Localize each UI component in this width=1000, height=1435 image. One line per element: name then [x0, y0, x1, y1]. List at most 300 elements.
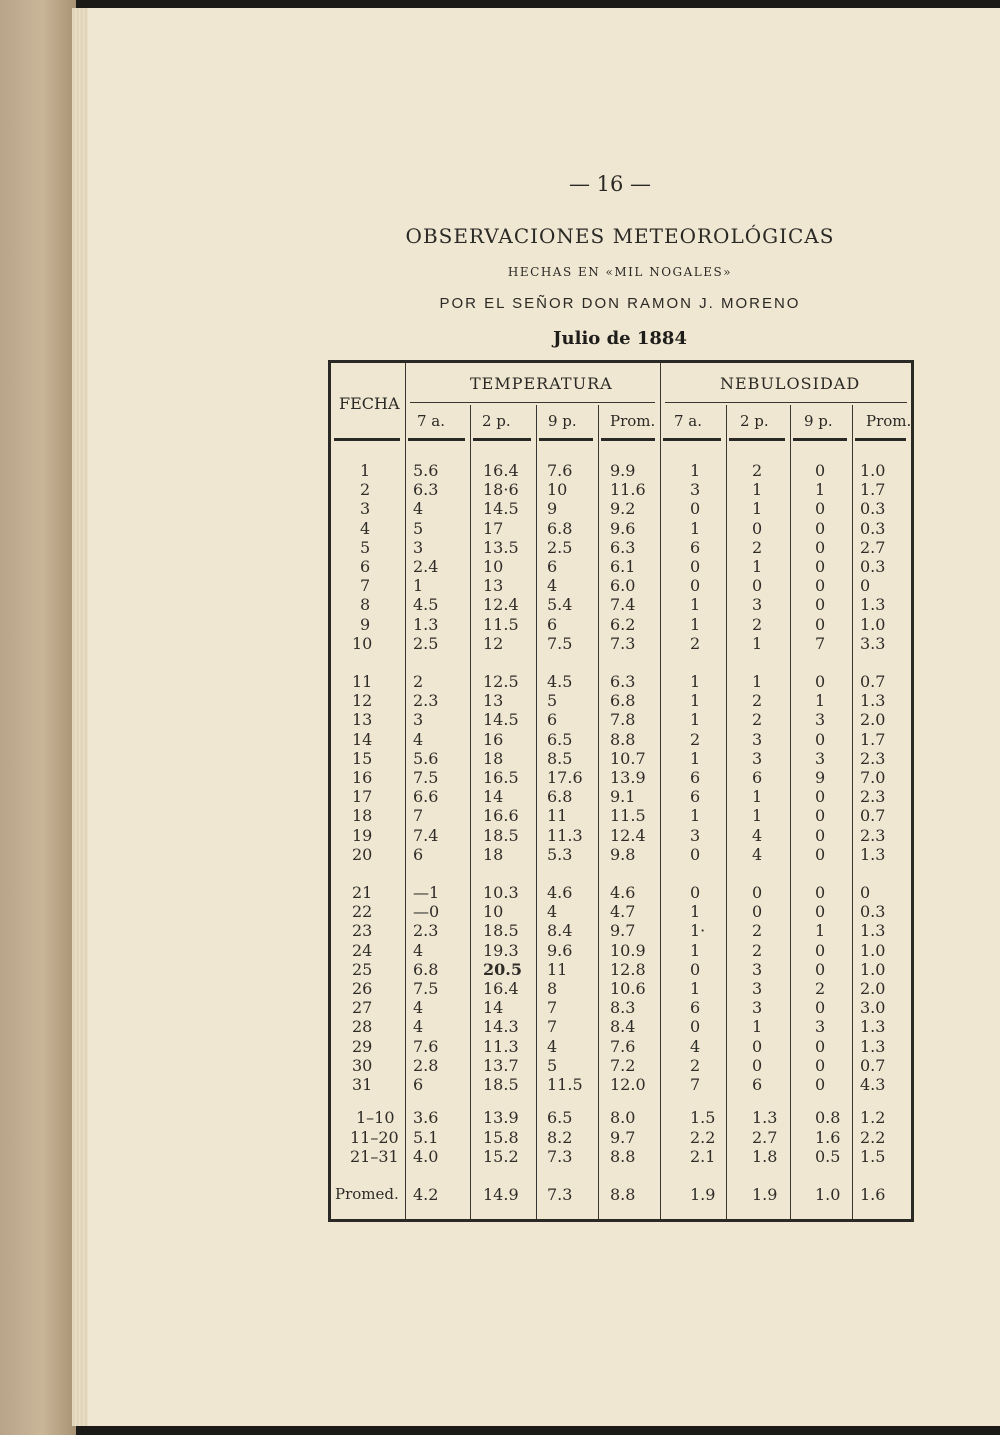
- table-row-cell: 1·: [690, 921, 706, 941]
- table-row-cell: 0.3: [860, 499, 886, 519]
- table-row-cell: 3: [413, 537, 424, 557]
- table-row-cell: 11.5: [610, 806, 646, 826]
- table-row-cell: 10: [483, 902, 504, 922]
- table-row-cell: 6.2: [610, 614, 636, 634]
- table-row-cell: 1.3: [860, 1036, 886, 1056]
- table-row-cell: 0: [690, 499, 701, 519]
- table-row-cell: 12.4: [483, 595, 519, 615]
- table-row-cell: 1: [815, 691, 826, 711]
- table-row-cell: 0: [815, 614, 826, 634]
- header-rule: [601, 438, 655, 441]
- table-row-cell: 0: [815, 1075, 826, 1094]
- table-row-cell: 17: [352, 787, 373, 807]
- table-row-cell: 3: [413, 710, 424, 730]
- table-row-cell: 6: [360, 557, 371, 576]
- summary-row-cell: 0.8: [815, 1108, 841, 1127]
- table-row-cell: 8: [360, 595, 371, 615]
- table-row-cell: 10.3: [483, 883, 519, 902]
- table-row-cell: 11: [352, 672, 373, 691]
- table-row-cell: 4: [690, 1036, 701, 1056]
- table-row-cell: 5: [360, 537, 371, 557]
- table-row-cell: 16: [483, 729, 504, 749]
- table-row-cell: 4: [413, 499, 424, 519]
- table-row-cell: 0: [752, 1036, 763, 1056]
- table-row-cell: 7.6: [413, 1036, 439, 1056]
- table-row-cell: 7.2: [610, 1055, 636, 1075]
- table-row-cell: 10.9: [610, 940, 646, 960]
- table-row-cell: 3: [690, 480, 701, 500]
- table-row-cell: 30: [352, 1055, 373, 1075]
- table-row-cell: 14.5: [483, 499, 519, 519]
- table-row-cell: 1: [752, 557, 763, 576]
- table-row-cell: 15: [352, 748, 373, 768]
- header-rule: [408, 438, 465, 441]
- table-row-cell: 7.0: [860, 768, 886, 787]
- table-row-cell: 2.3: [860, 787, 886, 807]
- table-row-cell: 0: [815, 940, 826, 960]
- table-row-cell: 11: [547, 806, 568, 826]
- table-row-cell: 0.3: [860, 557, 886, 576]
- table-row-cell: 2.3: [413, 691, 439, 711]
- table-row-cell: 4: [360, 518, 371, 538]
- summary-row-cell: 8.2: [547, 1128, 573, 1147]
- summary-row-cell: 4.0: [413, 1147, 439, 1166]
- table-row-cell: 8: [547, 979, 558, 998]
- table-row-cell: 7: [360, 576, 371, 596]
- table-row-cell: 9.2: [610, 499, 636, 519]
- table-row-cell: 2: [752, 921, 763, 941]
- table-row-cell: 1: [752, 499, 763, 519]
- table-row-cell: 6.8: [547, 518, 573, 538]
- table-row-cell: 19.3: [483, 940, 519, 960]
- fecha-header: FECHA: [339, 394, 400, 413]
- table-row-cell: 0: [690, 557, 701, 576]
- table-row-cell: 2.0: [860, 710, 886, 730]
- temperatura-header: TEMPERATURA: [470, 374, 613, 393]
- temp-col-header: 9 p.: [548, 412, 577, 430]
- table-row-cell: 12.0: [610, 1075, 646, 1094]
- summary-row-cell: 2.2: [690, 1128, 716, 1147]
- table-row-cell: 6: [413, 844, 424, 864]
- summary-row-cell: 13.9: [483, 1108, 519, 1127]
- table-row-cell: 4: [752, 844, 763, 864]
- table-row-cell: 2: [752, 614, 763, 634]
- table-row-cell: 6: [690, 787, 701, 807]
- table-row-cell: 5.3: [547, 844, 573, 864]
- table-row-cell: 2.3: [860, 748, 886, 768]
- nebulosidad-header: NEBULOSIDAD: [720, 374, 861, 393]
- table-row-cell: 1.3: [860, 1017, 886, 1037]
- column-rule: [598, 405, 599, 1219]
- table-row-cell: 18.5: [483, 1075, 519, 1094]
- header-rule: [334, 438, 400, 441]
- table-row-cell: 14: [483, 787, 504, 807]
- table-row-cell: 16.6: [483, 806, 519, 826]
- table-row-cell: 3.3: [860, 633, 886, 653]
- table-row-cell: 0.3: [860, 902, 886, 922]
- promedio-row-cell: 1.6: [860, 1185, 886, 1204]
- summary-row-cell: 6.5: [547, 1108, 573, 1127]
- table-row-cell: 0.7: [860, 806, 886, 826]
- table-row-cell: 0: [815, 1036, 826, 1056]
- table-row-cell: 6: [547, 710, 558, 730]
- table-row-cell: 31: [352, 1075, 373, 1094]
- table-row-cell: 0: [815, 825, 826, 845]
- table-row-cell: 8.3: [610, 998, 636, 1018]
- table-row-cell: 1.3: [413, 614, 439, 634]
- table-row-cell: 17: [483, 518, 504, 538]
- table-row-cell: 1.3: [860, 844, 886, 864]
- table-row-cell: 1: [752, 787, 763, 807]
- table-row-cell: 6: [413, 1075, 424, 1094]
- table-row-cell: 11.6: [610, 480, 646, 500]
- table-row-cell: 16.4: [483, 461, 519, 480]
- table-row-cell: 4.5: [413, 595, 439, 615]
- promedio-row-cell: Promed.: [335, 1185, 399, 1203]
- table-row-cell: 0: [860, 576, 871, 596]
- summary-row-cell: 11–20: [350, 1128, 399, 1147]
- table-row-cell: 1: [815, 480, 826, 500]
- column-rule: [852, 405, 853, 1219]
- table-row-cell: 0: [815, 902, 826, 922]
- column-rule: [660, 363, 661, 1219]
- table-row-cell: 4: [413, 998, 424, 1018]
- table-row-cell: 3: [752, 595, 763, 615]
- table-row-cell: 13: [483, 576, 504, 596]
- table-row-cell: 1: [690, 748, 701, 768]
- table-row-cell: 7.5: [413, 979, 439, 998]
- table-row-cell: —0: [413, 902, 440, 922]
- table-row-cell: 3: [360, 499, 371, 519]
- table-row-cell: 6: [752, 768, 763, 787]
- table-row-cell: 1.0: [860, 940, 886, 960]
- table-row-cell: 3: [690, 825, 701, 845]
- table-row-cell: 4.6: [547, 883, 573, 902]
- table-row-cell: 11.5: [547, 1075, 583, 1094]
- table-row-cell: 3: [752, 998, 763, 1018]
- table-row-cell: 4: [752, 825, 763, 845]
- table-row-cell: 9.8: [610, 844, 636, 864]
- subtitle-place: HECHAS EN «MIL NOGALES»: [507, 265, 733, 279]
- table-row-cell: 9: [815, 768, 826, 787]
- table-row-cell: 0: [815, 595, 826, 615]
- table-row-cell: 3: [815, 1017, 826, 1037]
- table-row-cell: 0: [752, 1055, 763, 1075]
- table-row-cell: 1.0: [860, 461, 886, 480]
- table-row-cell: 6: [752, 1075, 763, 1094]
- table-row-cell: 4: [413, 729, 424, 749]
- table-row-cell: 17.6: [547, 768, 583, 787]
- promedio-row-cell: 14.9: [483, 1185, 519, 1204]
- table-row-cell: 0: [815, 883, 826, 902]
- table-row-cell: 1: [690, 614, 701, 634]
- summary-row-cell: 0.5: [815, 1147, 841, 1166]
- table-row-cell: 9.1: [610, 787, 636, 807]
- table-row-cell: 11: [547, 959, 568, 979]
- table-row-cell: 7: [690, 1075, 701, 1094]
- table-row-cell: 2: [690, 729, 701, 749]
- table-row-cell: 13.9: [610, 768, 646, 787]
- column-rule: [405, 363, 406, 1219]
- table-row-cell: 20.5: [483, 959, 522, 979]
- table-row-cell: 6.3: [413, 480, 439, 500]
- table-row-cell: 10: [483, 557, 504, 576]
- header-rule: [473, 438, 531, 441]
- table-row-cell: 0.3: [860, 518, 886, 538]
- table-row-cell: 5: [413, 518, 424, 538]
- table-row-cell: 9: [360, 614, 371, 634]
- table-row-cell: 9: [547, 499, 558, 519]
- table-row-cell: 6.3: [610, 672, 636, 691]
- table-row-cell: 1: [690, 691, 701, 711]
- promedio-row-cell: 1.0: [815, 1185, 841, 1204]
- table-row-cell: 7: [547, 998, 558, 1018]
- table-row-cell: 2: [413, 672, 424, 691]
- table-row-cell: —1: [413, 883, 440, 902]
- table-row-cell: 6.6: [413, 787, 439, 807]
- table-row-cell: 1: [690, 979, 701, 998]
- table-row-cell: 0: [690, 576, 701, 596]
- neb-col-header: 7 a.: [674, 412, 703, 430]
- table-row-cell: 6.8: [610, 691, 636, 711]
- promedio-row-cell: 8.8: [610, 1185, 636, 1204]
- table-row-cell: 21: [352, 883, 373, 902]
- table-row-cell: 22: [352, 902, 373, 922]
- column-rule: [726, 405, 727, 1219]
- table-row-cell: 18.5: [483, 825, 519, 845]
- table-row-cell: 16.5: [483, 768, 519, 787]
- table-row-cell: 0: [815, 557, 826, 576]
- table-row-cell: 2.5: [547, 537, 573, 557]
- table-row-cell: 0: [815, 537, 826, 557]
- table-row-cell: 0: [860, 883, 871, 902]
- table-row-cell: 1: [752, 1017, 763, 1037]
- table-row-cell: 14: [483, 998, 504, 1018]
- table-row-cell: 14.5: [483, 710, 519, 730]
- promedio-row-cell: 1.9: [752, 1185, 778, 1204]
- table-row-cell: 18.5: [483, 921, 519, 941]
- promedio-row-cell: 4.2: [413, 1185, 439, 1204]
- table-row-cell: 10.7: [610, 748, 646, 768]
- summary-row-cell: 2.7: [752, 1128, 778, 1147]
- table-row-cell: 0: [752, 518, 763, 538]
- table-row-cell: 6.0: [610, 576, 636, 596]
- table-row-cell: 28: [352, 1017, 373, 1037]
- table-row-cell: 0: [690, 1017, 701, 1037]
- table-row-cell: 3.0: [860, 998, 886, 1018]
- table-row-cell: 1.0: [860, 614, 886, 634]
- table-row-cell: 13: [483, 691, 504, 711]
- neb-col-header: 9 p.: [804, 412, 833, 430]
- table-row-cell: 2.4: [413, 557, 439, 576]
- book-spine-edge: [0, 0, 76, 1435]
- table-row-cell: 4: [413, 940, 424, 960]
- table-row-cell: 2: [690, 1055, 701, 1075]
- table-row-cell: 2: [752, 710, 763, 730]
- table-row-cell: 18: [483, 748, 504, 768]
- table-row-cell: 1: [752, 633, 763, 653]
- page-number: — 16 —: [568, 172, 652, 196]
- table-row-cell: 12.8: [610, 959, 646, 979]
- table-row-cell: 0: [752, 883, 763, 902]
- table-row-cell: 24: [352, 940, 373, 960]
- table-row-cell: 12: [352, 691, 373, 711]
- header-rule: [539, 438, 593, 441]
- table-row-cell: 10: [547, 480, 568, 500]
- table-row-cell: 1: [752, 480, 763, 500]
- header-rule: [793, 438, 847, 441]
- table-row-cell: 2: [752, 691, 763, 711]
- table-row-cell: 7: [547, 1017, 558, 1037]
- table-row-cell: 18: [483, 844, 504, 864]
- table-row-cell: 1: [815, 921, 826, 941]
- table-row-cell: 7.6: [610, 1036, 636, 1056]
- table-row-cell: 0: [752, 576, 763, 596]
- table-row-cell: 14.3: [483, 1017, 519, 1037]
- table-row-cell: 4: [547, 1036, 558, 1056]
- neb-col-header: 2 p.: [740, 412, 769, 430]
- table-row-cell: 1.0: [860, 959, 886, 979]
- subtitle-author: POR EL SEÑOR DON RAMON J. MORENO: [439, 295, 801, 312]
- table-row-cell: 0: [815, 461, 826, 480]
- summary-row-cell: 2.2: [860, 1128, 886, 1147]
- table-row-cell: 0.7: [860, 1055, 886, 1075]
- table-row-cell: 0: [815, 672, 826, 691]
- table-row-cell: 29: [352, 1036, 373, 1056]
- table-row-cell: 16.4: [483, 979, 519, 998]
- table-row-cell: 10.6: [610, 979, 646, 998]
- summary-row-cell: 3.6: [413, 1108, 439, 1127]
- summary-row-cell: 15.2: [483, 1147, 519, 1166]
- table-row-cell: 2.3: [413, 921, 439, 941]
- table-row-cell: 2: [815, 979, 826, 998]
- temp-col-header: Prom.: [610, 412, 656, 430]
- table-row-cell: 9.6: [610, 518, 636, 538]
- table-row-cell: 3: [815, 748, 826, 768]
- table-row-cell: 0: [815, 729, 826, 749]
- table-row-cell: 9.7: [610, 921, 636, 941]
- promedio-row-cell: 1.9: [690, 1185, 716, 1204]
- table-row-cell: 1: [690, 940, 701, 960]
- table-row-cell: 8.4: [610, 1017, 636, 1037]
- table-row-cell: 1: [690, 806, 701, 826]
- table-row-cell: 5.4: [547, 595, 573, 615]
- table-row-cell: 8.8: [610, 729, 636, 749]
- table-row-cell: 11.5: [483, 614, 519, 634]
- table-row-cell: 0: [815, 806, 826, 826]
- table-row-cell: 1: [690, 902, 701, 922]
- table-row-cell: 12.5: [483, 672, 519, 691]
- summary-row-cell: 5.1: [413, 1128, 439, 1147]
- table-row-cell: 7.3: [610, 633, 636, 653]
- table-row-cell: 1: [690, 518, 701, 538]
- table-row-cell: 4.3: [860, 1075, 886, 1094]
- summary-row-cell: 7.3: [547, 1147, 573, 1166]
- table-row-cell: 6: [547, 614, 558, 634]
- table-row-cell: 1.3: [860, 595, 886, 615]
- table-row-cell: 1: [690, 461, 701, 480]
- table-row-cell: 13.5: [483, 537, 519, 557]
- table-row-cell: 13: [352, 710, 373, 730]
- column-rule: [470, 405, 471, 1219]
- table-row-cell: 25: [352, 959, 373, 979]
- table-row-cell: 18·6: [483, 480, 519, 500]
- table-row-cell: 8.4: [547, 921, 573, 941]
- table-row-cell: 7.6: [547, 461, 573, 480]
- table-row-cell: 12.4: [610, 825, 646, 845]
- summary-row-cell: 1.6: [815, 1128, 841, 1147]
- table-row-cell: 4.6: [610, 883, 636, 902]
- header-rule: [663, 438, 721, 441]
- table-row-cell: 0: [815, 499, 826, 519]
- summary-row-cell: 8.8: [610, 1147, 636, 1166]
- table-row-cell: 0: [815, 787, 826, 807]
- table-row-cell: 1: [690, 710, 701, 730]
- table-row-cell: 7.8: [610, 710, 636, 730]
- table-row-cell: 1: [413, 576, 424, 596]
- table-row-cell: 0: [815, 518, 826, 538]
- table-row-cell: 0: [690, 883, 701, 902]
- summary-row-cell: 1.5: [690, 1108, 716, 1127]
- table-row-cell: 5.6: [413, 748, 439, 768]
- table-row-cell: 3: [752, 959, 763, 979]
- table-row-cell: 7.5: [547, 633, 573, 653]
- summary-row-cell: 15.8: [483, 1128, 519, 1147]
- temp-col-header: 2 p.: [482, 412, 511, 430]
- table-row-cell: 7: [413, 806, 424, 826]
- table-row-cell: 6: [690, 768, 701, 787]
- table-row-cell: 3: [752, 729, 763, 749]
- summary-row-cell: 9.7: [610, 1128, 636, 1147]
- table-row-cell: 1.7: [860, 729, 886, 749]
- table-row-cell: 26: [352, 979, 373, 998]
- table-row-cell: 4: [547, 902, 558, 922]
- table-row-cell: 2.0: [860, 979, 886, 998]
- table-row-cell: 3: [815, 710, 826, 730]
- table-row-cell: 2: [752, 537, 763, 557]
- table-row-cell: 6.3: [610, 537, 636, 557]
- table-row-cell: 1: [690, 672, 701, 691]
- summary-row-cell: 1.5: [860, 1147, 886, 1166]
- table-row-cell: 1.3: [860, 921, 886, 941]
- table-row-cell: 11.3: [483, 1036, 519, 1056]
- table-row-cell: 6.1: [610, 557, 636, 576]
- header-rule: [729, 438, 785, 441]
- table-row-cell: 2.8: [413, 1055, 439, 1075]
- table-row-cell: 0: [815, 959, 826, 979]
- table-row-cell: 4: [413, 1017, 424, 1037]
- table-row-cell: 16: [352, 768, 373, 787]
- summary-row-cell: 1.3: [752, 1108, 778, 1127]
- table-row-cell: 0: [752, 902, 763, 922]
- table-row-cell: 7.4: [413, 825, 439, 845]
- table-row-cell: 19: [352, 825, 373, 845]
- nebulosidad-bracket: [665, 402, 907, 403]
- table-row-cell: 5: [547, 691, 558, 711]
- summary-row-cell: 2.1: [690, 1147, 716, 1166]
- table-row-cell: 8.5: [547, 748, 573, 768]
- table-row-cell: 9.6: [547, 940, 573, 960]
- table-row-cell: 0: [690, 844, 701, 864]
- summary-row-cell: 1–10: [356, 1108, 395, 1127]
- table-row-cell: 7.5: [413, 768, 439, 787]
- table-row-cell: 10: [352, 633, 373, 653]
- table-row-cell: 1: [752, 672, 763, 691]
- table-row-cell: 3: [752, 748, 763, 768]
- table-row-cell: 0: [815, 576, 826, 596]
- table-row-cell: 2: [690, 633, 701, 653]
- summary-row-cell: 21–31: [350, 1147, 399, 1166]
